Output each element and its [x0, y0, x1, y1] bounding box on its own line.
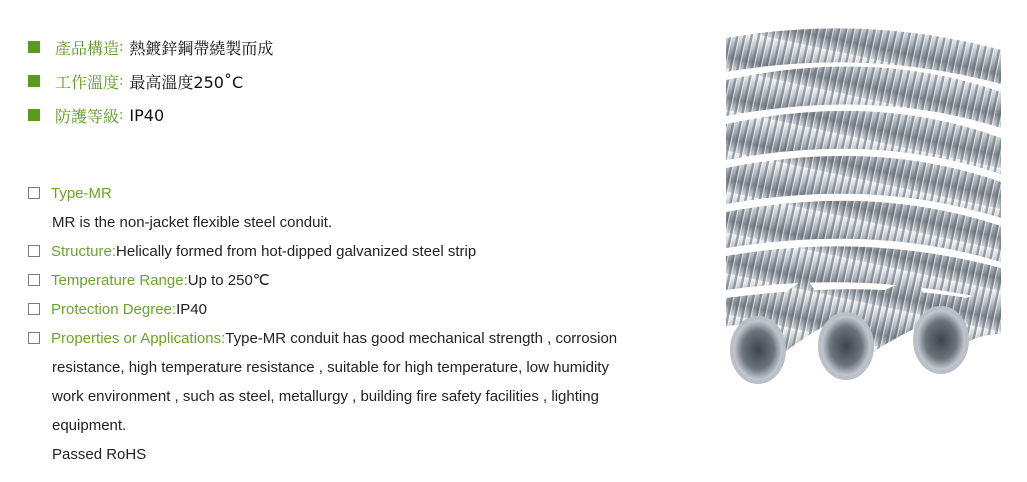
en-spec-structure	[28, 237, 708, 266]
cn-spec-separator: :	[119, 73, 124, 89]
en-spec-properties	[28, 324, 708, 353]
structure-label: Structure:	[51, 243, 117, 260]
checkbox-bullet-icon	[28, 303, 40, 315]
english-spec-block	[28, 179, 708, 469]
cn-spec-separator: :	[119, 39, 124, 55]
en-spec-protection	[28, 295, 708, 324]
cn-spec-protection	[28, 98, 273, 132]
properties-line-1: Type-MR conduit has good mechanical strength , corrosion	[225, 330, 618, 347]
protection-label: Protection Degree:	[51, 301, 177, 318]
en-spec-type	[28, 179, 708, 208]
bullet-square-icon	[28, 109, 40, 121]
rohs-statement: Passed RoHS	[52, 446, 147, 463]
bullet-square-icon	[28, 41, 40, 53]
temperature-label: Temperature Range:	[51, 272, 188, 289]
properties-label: Properties or Applications:	[51, 330, 226, 347]
checkbox-bullet-icon	[28, 187, 40, 199]
protection-value: IP40	[176, 301, 207, 318]
temperature-value: Up to 250℃	[187, 272, 270, 289]
cn-spec-temperature	[28, 64, 273, 98]
product-photo-conduit-coils	[726, 28, 1001, 439]
cn-spec-label: 工作溫度	[55, 72, 120, 92]
cn-spec-separator: :	[119, 107, 124, 123]
cn-spec-label: 產品構造	[55, 38, 120, 58]
cn-spec-value: 最高溫度250˚C	[129, 72, 244, 92]
properties-line-4: equipment.	[52, 417, 127, 434]
cn-spec-value: IP40	[129, 105, 165, 125]
bullet-square-icon	[28, 75, 40, 87]
type-label: Type-MR	[51, 185, 112, 202]
cn-spec-value: 熱鍍鋅鋼帶繞製而成	[129, 38, 274, 58]
checkbox-bullet-icon	[28, 274, 40, 286]
properties-line-2: resistance, high temperature resistance , suitable for high temperature, low humidity	[52, 359, 609, 376]
cn-spec-label: 防護等級	[55, 106, 120, 126]
cn-spec-structure	[28, 30, 273, 64]
checkbox-bullet-icon	[28, 332, 40, 344]
en-spec-temperature	[28, 266, 708, 295]
chinese-spec-list	[28, 30, 273, 132]
structure-value: Helically formed from hot-dipped galvanized steel strip	[116, 243, 477, 260]
checkbox-bullet-icon	[28, 245, 40, 257]
properties-line-3: work environment , such as steel, metallurgy , building fire safety facilities , lighting	[52, 388, 599, 405]
type-description: MR is the non-jacket flexible steel conduit.	[52, 214, 333, 231]
